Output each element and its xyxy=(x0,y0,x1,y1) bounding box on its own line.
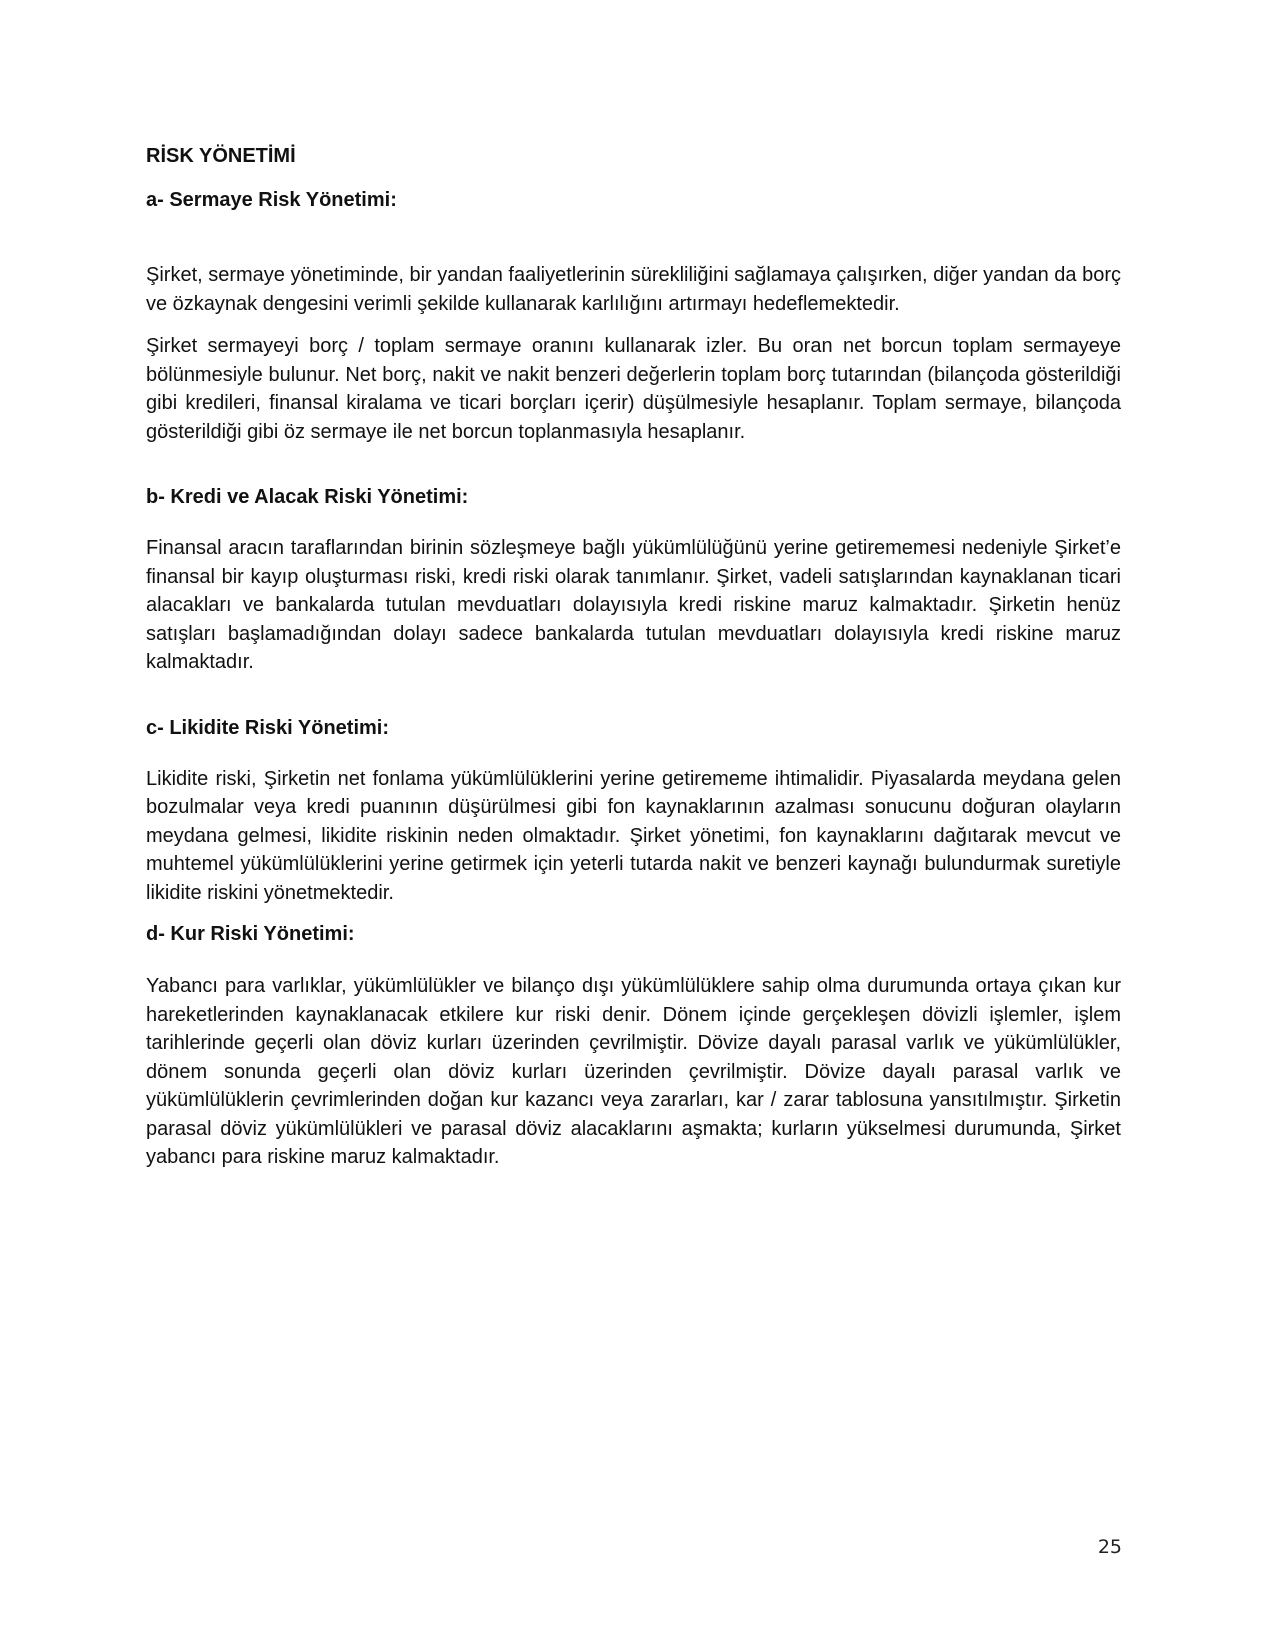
document-title: RİSK YÖNETİMİ xyxy=(146,145,296,167)
section-heading-currency-risk: d- Kur Riski Yönetimi: xyxy=(146,923,355,945)
section-liquidity-risk xyxy=(146,715,1121,908)
section-credit-risk xyxy=(146,484,1121,677)
section-heading-capital-risk: a- Sermaye Risk Yönetimi: xyxy=(146,189,397,211)
paragraph-capital-risk-1: Şirket, sermaye yönetiminde, bir yandan faaliyetlerinin sürekliliğini sağlamaya çalışırken, diğer yandan da borç ve özkaynak dengesini verimli şekilde kullanarak karlılığını artırmayı hedeflemektedir. xyxy=(146,264,1121,315)
section-heading-credit-risk: b- Kredi ve Alacak Riski Yönetimi: xyxy=(146,486,469,508)
paragraph-liquidity-risk-1: Likidite riski, Şirketin net fonlama yükümlülüklerini yerine getirememe ihtimalidir. Piyasalarda meydana gelen bozulmalar veya kredi puanının düşürülmesi gibi fon kaynaklarının azalması sonucunu doğuran olayların meydana gelmesi, likidite riskinin neden olmaktadır. Şirket yönetimi, fon kaynaklarını dağıtarak mevcut ve muhtemel yükümlülüklerini yerine getirmek için yeterli tutarda nakit ve benzeri kaynağı bulundurmak suretiyle likidite riskini yönetmektedir. xyxy=(146,767,1121,904)
section-capital-risk xyxy=(146,187,1121,446)
section-heading-liquidity-risk: c- Likidite Riski Yönetimi: xyxy=(146,716,390,739)
paragraph-credit-risk-1: Finansal aracın taraflarından birinin sözleşmeye bağlı yükümlülüğünü yerine getirememesi nedeniyle Şirket’e finansal bir kayıp oluşturması riski, kredi riski olarak tanımlanır. Şirket, vadeli satışlarından kaynaklanan ticari alacakları ve bankalarda tutulan mevduatları dolayısıyla kredi riskine maruz kalmaktadır. Şirketin henüz satışları başlamadığından dolayı sadece bankalarda tutulan mevduatları dolayısıyla kredi riskine maruz kalmaktadır. xyxy=(146,537,1121,673)
document-body xyxy=(146,143,1121,1172)
section-currency-risk xyxy=(146,921,1121,1172)
paragraph-capital-risk-2: Şirket sermayeyi borç / toplam sermaye oranını kullanarak izler. Bu oran net borcun toplam sermayeye bölünmesiyle bulunur. Net borç, nakit ve nakit benzeri değerlerin toplam borç tutarından (bilançoda gösterildiği gibi kredileri, finansal kiralama ve ticari borçları içerir) düşülmesiyle hesaplanır. Toplam sermaye, bilançoda gösterildiği gibi öz sermaye ile net borcun toplanmasıyla hesaplanır. xyxy=(146,335,1121,443)
paragraph-currency-risk-1: Yabancı para varlıklar, yükümlülükler ve bilanço dışı yükümlülüklere sahip olma durumunda ortaya çıkan kur hareketlerinden kaynaklanacak etkilere kur riski denir. Dönem içinde gerçekleşen dövizli işlemler, işlem tarihlerinde geçerli olan döviz kurları üzerinden çevrilmiştir. Dövize dayalı parasal varlık ve yükümlülükler, dönem sonunda geçerli olan döviz kurları üzerinden çevrilmiştir. Dövize dayalı parasal varlık ve yükümlülüklerin çevrimlerinden doğan kur kazancı veya zararları, kar / zarar tablosuna yansıtılmıştır. Şirketin parasal döviz yükümlülükleri ve parasal döviz alacaklarını aşmakta; kurların yükselmesi durumunda, Şirket yabancı para riskine maruz kalmaktadır. xyxy=(146,975,1121,1168)
page-number: 25 xyxy=(1097,1536,1122,1558)
